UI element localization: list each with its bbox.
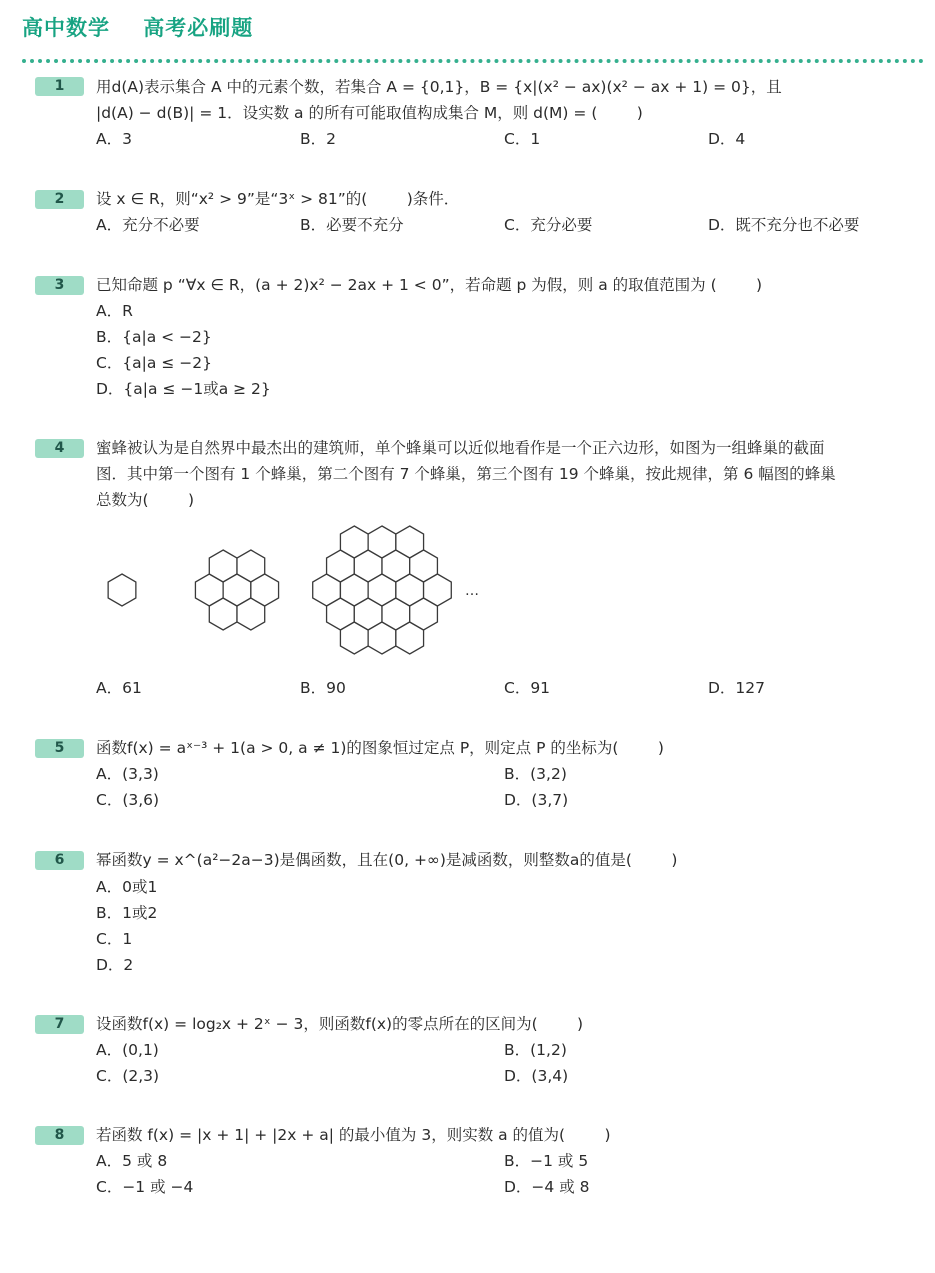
honeycomb-3 [313, 526, 452, 654]
question-number: 2 [35, 190, 84, 209]
option-d: D．−4 或 8 [504, 1178, 590, 1196]
option-b: B．1或2 [96, 904, 158, 922]
question-number: 3 [35, 276, 84, 295]
question-stem-line: 幂函数y = x^(a²−2a−3)是偶函数，且在(0, +∞)是减函数，则整数a的值是( ) [96, 851, 678, 869]
question-stem-line: 用d(A)表示集合 A 中的元素个数，若集合 A = {0,1}，B = {x|(x² − ax)(x² − ax + 1) = 0}，且 [96, 78, 782, 96]
option-a: A．充分不必要 [96, 216, 200, 234]
question-stem-line: 函数f(x) = aˣ⁻³ + 1(a > 0, a ≠ 1)的图象恒过定点 P，则定点 P 的坐标为( ) [96, 739, 664, 757]
option-a: A．(3,3) [96, 765, 159, 783]
question-stem-line: |d(A) − d(B)| = 1．设实数 a 的所有可能取值构成集合 M，则 d(M) = ( ) [96, 104, 643, 122]
option-a: A．5 或 8 [96, 1152, 168, 1170]
option-d: D．2 [96, 956, 134, 974]
option-d: D．既不充分也不必要 [708, 216, 860, 234]
option-b: B．{a|a < −2} [96, 328, 212, 346]
option-a: A．(0,1) [96, 1041, 159, 1059]
option-a: A．61 [96, 679, 142, 697]
option-c: C．充分必要 [504, 216, 593, 234]
question-stem-line: 设 x ∈ R，则“x² > 9”是“3ˣ > 81”的( )条件． [96, 190, 460, 208]
question-number: 7 [35, 1015, 84, 1034]
figure-ellipsis: … [465, 583, 479, 599]
question-stem-line: 设函数f(x) = log₂x + 2ˣ − 3，则函数f(x)的零点所在的区间为( ) [96, 1015, 584, 1033]
option-d: D．127 [708, 679, 766, 697]
option-c: C．{a|a ≤ −2} [96, 354, 212, 372]
question-stem-line: 若函数 f(x) = |x + 1| + |2x + a| 的最小值为 3，则实数 a 的值为( ) [96, 1126, 611, 1144]
honeycomb-2 [195, 550, 278, 630]
question-stem-line: 图．其中第一个图有 1 个蜂巢，第二个图有 7 个蜂巢，第三个图有 19 个蜂巢，按此规律，第 6 幅图的蜂巢 [96, 465, 836, 483]
hexagon-cell [108, 574, 136, 606]
question-stem-line: 总数为( ) [96, 491, 195, 509]
page-title: 高中数学 高考必刷题 [22, 16, 254, 40]
question-number: 5 [35, 739, 84, 758]
option-b: B．(3,2) [504, 765, 567, 783]
option-a: A．0或1 [96, 878, 158, 896]
option-a: A．3 [96, 130, 132, 148]
option-d: D．(3,4) [504, 1067, 569, 1085]
option-c: C．(2,3) [96, 1067, 160, 1085]
option-c: C．1 [504, 130, 541, 148]
option-b: B．2 [300, 130, 336, 148]
option-c: C．1 [96, 930, 133, 948]
option-c: C．91 [504, 679, 551, 697]
honeycomb-1 [108, 574, 136, 606]
question-number: 1 [35, 77, 84, 96]
question-number: 6 [35, 851, 84, 870]
option-b: B．90 [300, 679, 346, 697]
option-b: B．必要不充分 [300, 216, 404, 234]
dotted-divider [22, 59, 924, 63]
question-number: 4 [35, 439, 84, 458]
option-b: B．(1,2) [504, 1041, 567, 1059]
question-number: 8 [35, 1126, 84, 1145]
option-c: C．(3,6) [96, 791, 160, 809]
question-stem-line: 已知命题 p “∀x ∈ R，(a + 2)x² − 2ax + 1 < 0”，若命题 p 为假，则 a 的取值范围为 ( ) [96, 276, 763, 294]
option-b: B．−1 或 5 [504, 1152, 589, 1170]
option-a: A．R [96, 302, 133, 320]
honeycomb-figure [100, 520, 500, 670]
option-d: D．{a|a ≤ −1或a ≥ 2} [96, 380, 271, 398]
option-d: D．(3,7) [504, 791, 569, 809]
option-c: C．−1 或 −4 [96, 1178, 194, 1196]
question-stem-line: 蜜蜂被认为是自然界中最杰出的建筑师，单个蜂巢可以近似地看作是一个正六边形，如图为一组蜂巢的截面 [96, 439, 825, 457]
option-d: D．4 [708, 130, 746, 148]
